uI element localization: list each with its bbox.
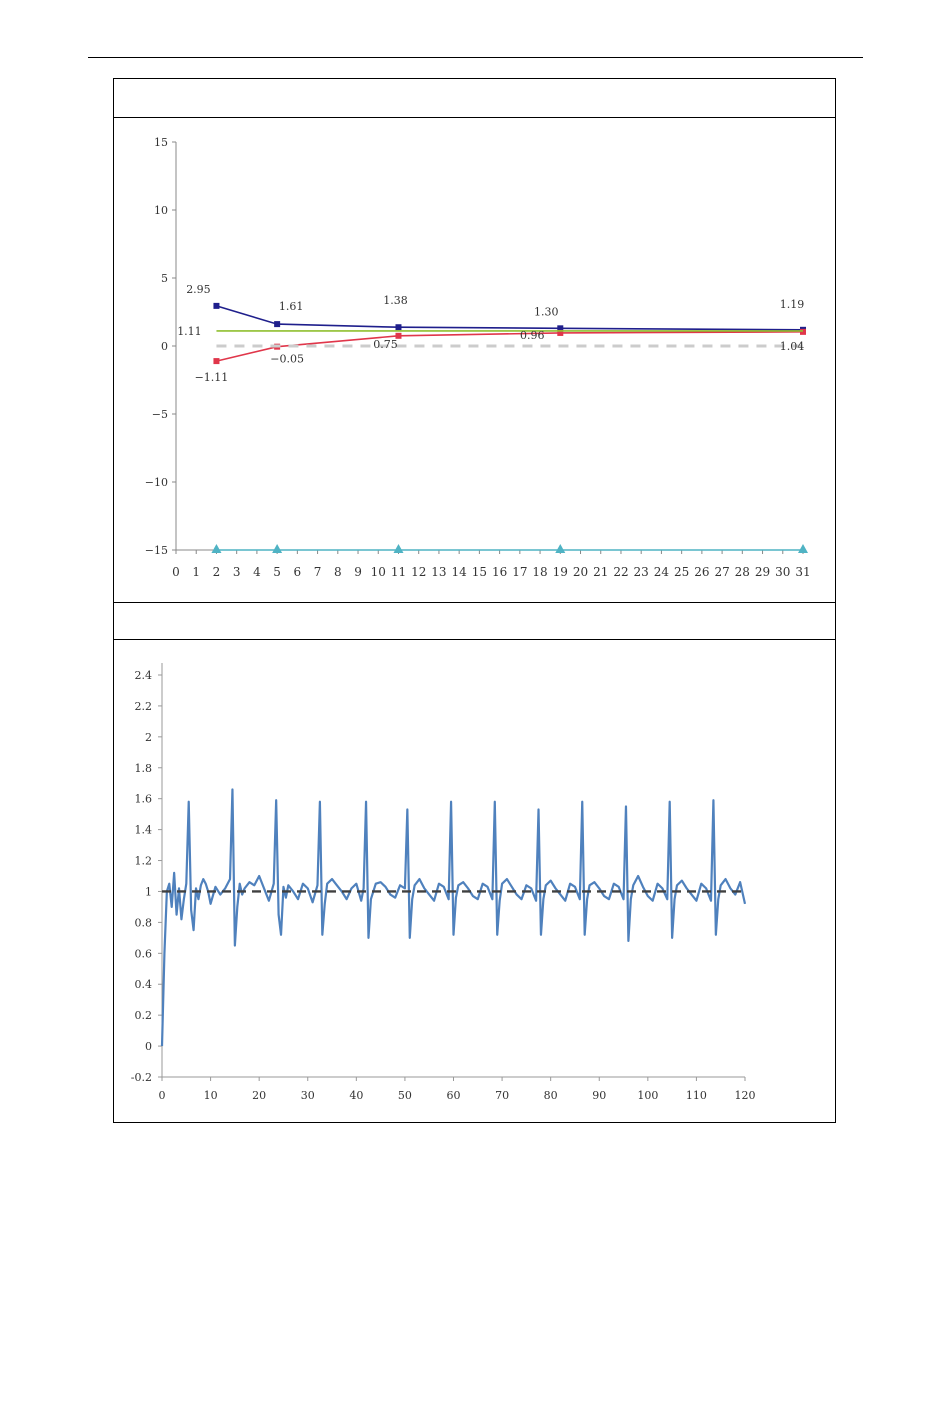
x-tick-label: 2	[212, 565, 221, 579]
x-tick-label: 110	[685, 1089, 707, 1102]
data-label: 0.75	[373, 337, 398, 351]
x-tick-label: 22	[613, 565, 629, 579]
x-tick-label: 30	[775, 565, 791, 579]
y-tick-label: -0.2	[130, 1071, 152, 1084]
y-tick-label: 0	[161, 340, 168, 353]
y-tick-label: −10	[144, 476, 168, 489]
y-tick-label: 1.4	[134, 823, 152, 837]
y-tick-label: 0.6	[134, 947, 152, 961]
data-label: 2.95	[186, 282, 211, 296]
x-tick-label: 70	[495, 1089, 510, 1102]
y-tick-label: 1.6	[134, 792, 152, 806]
y-tick-label: 2.2	[134, 699, 152, 713]
data-label: 1.04	[779, 339, 805, 353]
x-tick-label: 0	[172, 565, 180, 579]
x-tick-label: 8	[333, 565, 342, 579]
x-tick-label: 6	[293, 565, 302, 579]
y-tick-label: 0.8	[134, 916, 152, 930]
x-tick-label: 1	[192, 565, 201, 579]
x-tick-label: 12	[411, 565, 427, 579]
y-tick-label: 2	[145, 730, 152, 744]
y-tick-label: −15	[144, 544, 168, 557]
x-tick-label: 9	[354, 565, 362, 579]
x-tick-label: 0	[158, 1089, 166, 1102]
x-tick-label: 15	[471, 565, 488, 579]
x-tick-label: 20	[572, 565, 589, 579]
x-tick-label: 5	[273, 565, 281, 579]
y-tick-label: −5	[151, 408, 168, 421]
x-tick-label: 4	[253, 565, 261, 579]
x-tick-label: 10	[370, 565, 386, 579]
x-tick-label: 13	[431, 565, 447, 579]
x-tick-label: 18	[532, 565, 548, 579]
x-tick-label: 11	[390, 565, 407, 579]
x-tick-label: 60	[446, 1089, 461, 1102]
x-tick-label: 30	[300, 1089, 315, 1102]
x-tick-label: 90	[592, 1089, 607, 1102]
data-label: 0.96	[520, 328, 545, 342]
data-label: 1.38	[383, 294, 408, 308]
series-line	[162, 789, 745, 1046]
x-tick-label: 14	[451, 565, 467, 579]
x-tick-label: 27	[714, 565, 730, 579]
data-label: 1.30	[534, 305, 559, 319]
data-label: −0.05	[270, 352, 304, 366]
x-tick-label: 29	[754, 565, 771, 579]
x-tick-label: 16	[491, 565, 508, 579]
data-label: 1.11	[177, 324, 202, 338]
y-tick-label: 1	[145, 885, 152, 899]
x-tick-label: 19	[552, 565, 568, 579]
x-tick-label: 20	[252, 1089, 267, 1102]
x-tick-label: 80	[543, 1089, 558, 1102]
y-tick-label: 0.2	[134, 1009, 152, 1023]
y-tick-label: 0	[145, 1040, 152, 1054]
x-tick-label: 50	[397, 1089, 412, 1102]
x-tick-label: 28	[734, 565, 750, 579]
x-tick-label: 17	[512, 565, 528, 579]
x-tick-label: 100	[637, 1089, 659, 1102]
x-tick-label: 21	[593, 565, 609, 579]
y-tick-label: 1.8	[134, 761, 152, 775]
x-tick-label: 7	[313, 565, 322, 579]
y-tick-label: 1.2	[134, 854, 152, 868]
y-tick-label: 10	[154, 204, 168, 217]
x-tick-label: 26	[694, 565, 710, 579]
data-label: 1.19	[779, 297, 805, 311]
y-tick-label: 5	[161, 272, 168, 285]
x-tick-label: 31	[795, 565, 811, 579]
y-tick-label: 2.4	[134, 669, 152, 682]
y-tick-label: 15	[154, 136, 168, 149]
x-tick-label: 3	[232, 565, 241, 579]
x-tick-label: 23	[633, 565, 649, 579]
x-tick-label: 24	[653, 565, 670, 579]
x-tick-label: 25	[674, 565, 690, 579]
x-tick-label: 120	[734, 1089, 756, 1102]
data-label: −1.11	[194, 371, 229, 385]
x-tick-label: 40	[349, 1089, 364, 1102]
data-label: 1.61	[278, 300, 304, 314]
y-tick-label: 0.4	[134, 978, 152, 992]
x-tick-label: 10	[203, 1089, 218, 1102]
